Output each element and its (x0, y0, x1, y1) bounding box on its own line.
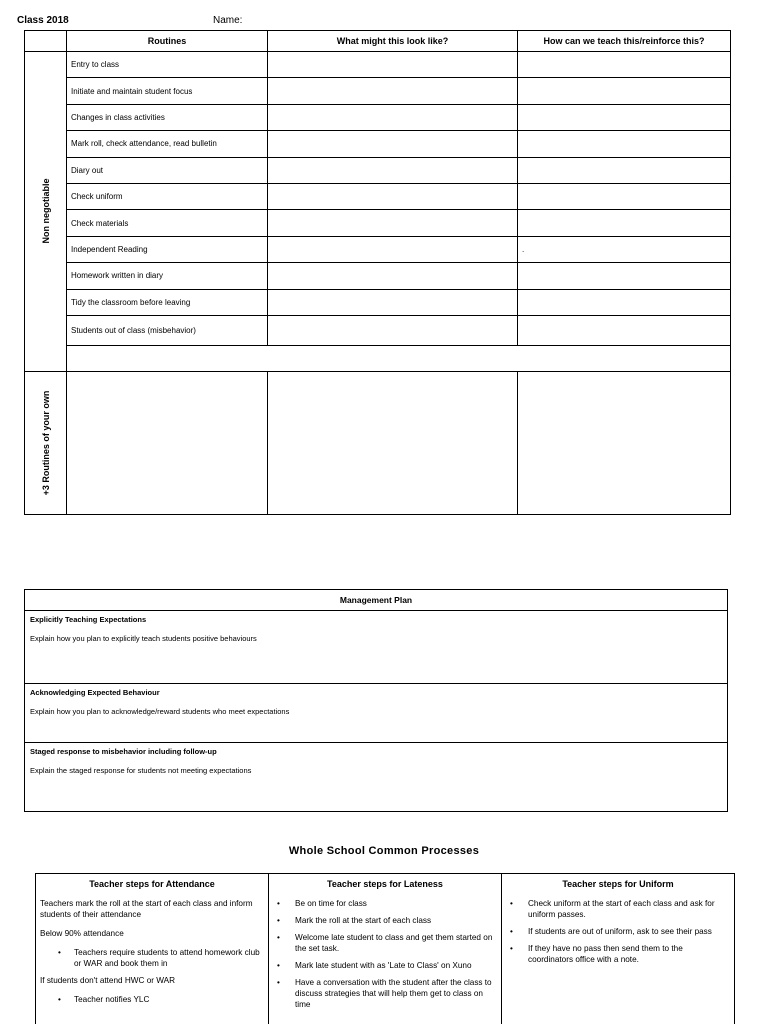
section-title: Staged response to misbehavior including follow-up (30, 747, 217, 756)
teach-cell[interactable] (518, 210, 731, 236)
routine-cell: Independent Reading (67, 236, 268, 262)
routines-table (24, 30, 731, 515)
section-title: Explicitly Teaching Expectations (30, 615, 147, 624)
attendance-title: Teacher steps for Attendance (89, 879, 215, 889)
blank-row[interactable] (67, 345, 731, 371)
routine-cell: Diary out (67, 157, 268, 183)
own-look-cell[interactable] (268, 371, 518, 514)
col-header-look: What might this look like? (268, 31, 518, 52)
teach-cell[interactable] (518, 315, 731, 345)
uniform-bullet: • If students are out of uniform, ask to see their pass (506, 926, 730, 937)
routine-cell: Tidy the classroom before leaving (67, 289, 268, 315)
look-cell[interactable] (268, 52, 518, 78)
look-cell[interactable] (268, 315, 518, 345)
attendance-text: Below 90% attendance (40, 929, 124, 938)
attendance-text: Teachers mark the roll at the start of each class and inform students of their attendance (40, 899, 253, 919)
lateness-bullet: • Have a conversation with the student after the class to discuss strategies that will help them get to class on time (273, 977, 497, 1010)
uniform-bullet: • If they have no pass then send them to the coordinators office with a note. (506, 943, 730, 965)
look-cell[interactable] (268, 263, 518, 289)
uniform-title: Teacher steps for Uniform (562, 879, 674, 889)
attendance-text: If students don't attend HWC or WAR (40, 976, 176, 985)
look-cell[interactable] (268, 289, 518, 315)
document-header (17, 15, 737, 29)
teach-cell[interactable] (518, 183, 731, 209)
lateness-column (269, 874, 502, 1024)
side-label-own-routines: +3 Routines of your own (40, 390, 51, 496)
routine-cell: Changes in class activities (67, 104, 268, 130)
routine-cell: Mark roll, check attendance, read bulletin (67, 131, 268, 157)
look-cell[interactable] (268, 183, 518, 209)
look-cell[interactable] (268, 78, 518, 104)
col-header-routines: Routines (67, 31, 268, 52)
look-cell[interactable] (268, 104, 518, 130)
process-columns (35, 873, 735, 1024)
class-label: Class 2018 (17, 15, 69, 26)
routine-cell: Check uniform (67, 183, 268, 209)
plan-section-acknowledging[interactable] (25, 684, 727, 743)
teach-cell[interactable] (518, 78, 731, 104)
lateness-bullet: • Be on time for class (273, 898, 497, 909)
lateness-bullet: • Mark the roll at the start of each class (273, 915, 497, 926)
routine-cell: Homework written in diary (67, 263, 268, 289)
look-cell[interactable] (268, 236, 518, 262)
name-label: Name: (213, 15, 243, 26)
corner-cell (25, 31, 67, 52)
section-instruction: Explain how you plan to acknowledge/reward students who meet expectations (30, 707, 290, 716)
teach-cell[interactable]: . (518, 236, 731, 262)
attendance-bullet: • Teachers require students to attend homework club or WAR and book them in (40, 947, 264, 969)
teach-cell[interactable] (518, 104, 731, 130)
uniform-column (502, 874, 734, 1024)
attendance-bullet: • Teacher notifies YLC (40, 994, 264, 1005)
routine-cell: Entry to class (67, 52, 268, 78)
teach-cell[interactable] (518, 131, 731, 157)
look-cell[interactable] (268, 157, 518, 183)
section-title: Acknowledging Expected Behaviour (30, 688, 160, 697)
col-header-teach: How can we teach this/reinforce this? (518, 31, 731, 52)
side-label-non-negotiable: Non negotiable (40, 178, 51, 244)
own-routine-cell[interactable] (67, 371, 268, 514)
teach-cell[interactable] (518, 52, 731, 78)
plan-section-staged-response[interactable] (25, 743, 727, 811)
attendance-column (36, 874, 269, 1024)
own-routines-side-cell (25, 371, 67, 514)
non-negotiable-side-cell (25, 52, 67, 372)
routine-cell: Students out of class (misbehavior) (67, 315, 268, 345)
lateness-bullet: • Welcome late student to class and get them started on the set task. (273, 932, 497, 954)
look-cell[interactable] (268, 210, 518, 236)
plan-section-expectations[interactable] (25, 611, 727, 684)
uniform-bullet: • Check uniform at the start of each class and ask for uniform passes. (506, 898, 730, 920)
management-plan-title: Management Plan (25, 590, 727, 611)
teach-cell[interactable] (518, 263, 731, 289)
routine-cell: Check materials (67, 210, 268, 236)
management-plan-box (24, 589, 728, 812)
routine-cell: Initiate and maintain student focus (67, 78, 268, 104)
teach-cell[interactable] (518, 157, 731, 183)
teach-cell[interactable] (518, 289, 731, 315)
whole-school-title: Whole School Common Processes (288, 845, 480, 857)
section-instruction: Explain the staged response for students not meeting expectations (30, 766, 252, 775)
lateness-title: Teacher steps for Lateness (327, 879, 443, 889)
own-teach-cell[interactable] (518, 371, 731, 514)
section-instruction: Explain how you plan to explicitly teach students positive behaviours (30, 634, 257, 643)
look-cell[interactable] (268, 131, 518, 157)
lateness-bullet: • Mark late student with as 'Late to Class' on Xuno (273, 960, 497, 971)
